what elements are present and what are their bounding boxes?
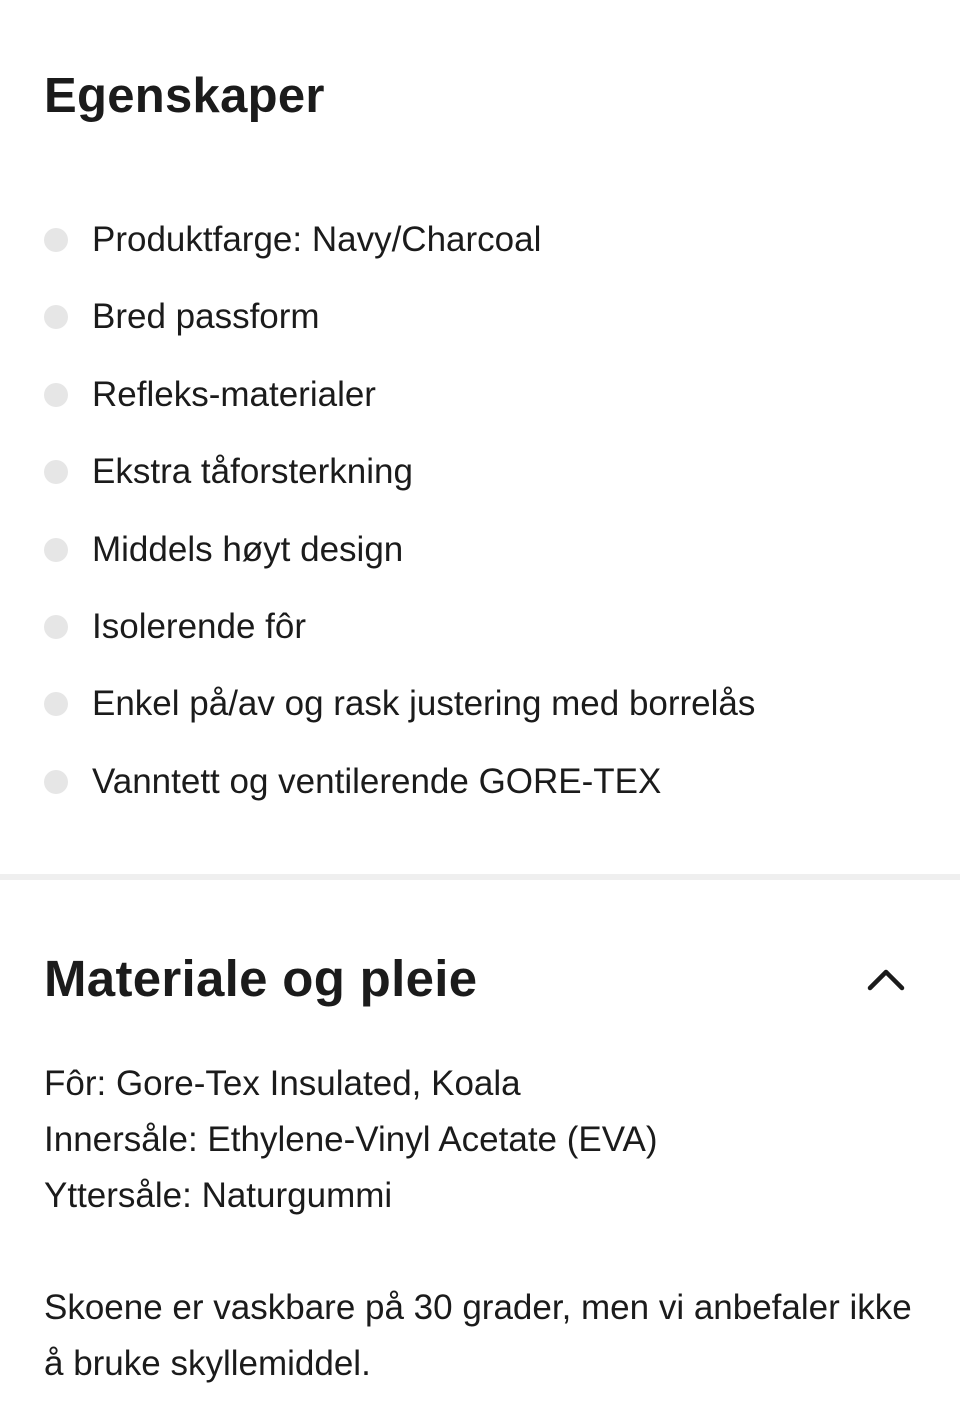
feature-label: Middels høyt design xyxy=(92,529,404,569)
list-item xyxy=(0,744,960,821)
care-title: Materiale og pleie xyxy=(44,950,478,1007)
care-accordion-header[interactable] xyxy=(0,942,960,1018)
feature-label: Bred passform xyxy=(92,297,320,337)
list-item xyxy=(0,512,960,589)
bullet-icon xyxy=(44,615,68,639)
feature-label: Refleks-materialer xyxy=(92,374,376,414)
feature-label: Produktfarge: Navy/Charcoal xyxy=(92,220,542,259)
feature-label: Isolerende fôr xyxy=(92,606,307,646)
bullet-icon xyxy=(44,460,68,484)
list-item xyxy=(0,666,960,743)
material-lining: Fôr: Gore-Tex Insulated, Koala xyxy=(44,1064,521,1103)
feature-label: Vanntett og ventilerende GORE-TEX xyxy=(92,761,662,801)
chevron-up-icon[interactable] xyxy=(862,960,910,996)
feature-list xyxy=(0,202,960,821)
bullet-icon xyxy=(44,383,68,407)
list-item xyxy=(0,202,960,279)
bullet-icon xyxy=(44,228,68,252)
list-item xyxy=(0,279,960,356)
bullet-icon xyxy=(44,692,68,716)
list-item xyxy=(0,589,960,666)
care-instructions: Skoene er vaskbare på 30 grader, men vi anbefaler ikke å bruke skyllemiddel. xyxy=(44,1288,912,1383)
material-insole: Innersåle: Ethylene-Vinyl Acetate (EVA) xyxy=(44,1120,658,1159)
list-item xyxy=(0,434,960,511)
bullet-icon xyxy=(44,305,68,329)
feature-label: Ekstra tåforsterkning xyxy=(92,452,413,492)
bullet-icon xyxy=(44,538,68,562)
material-outsole: Yttersåle: Naturgummi xyxy=(44,1176,393,1215)
list-item xyxy=(0,357,960,434)
bullet-icon xyxy=(44,770,68,794)
features-title: Egenskaper xyxy=(44,69,325,123)
feature-label: Enkel på/av og rask justering med borrelås xyxy=(92,684,756,724)
materials-list xyxy=(44,1056,657,1224)
care-section xyxy=(0,880,960,1428)
